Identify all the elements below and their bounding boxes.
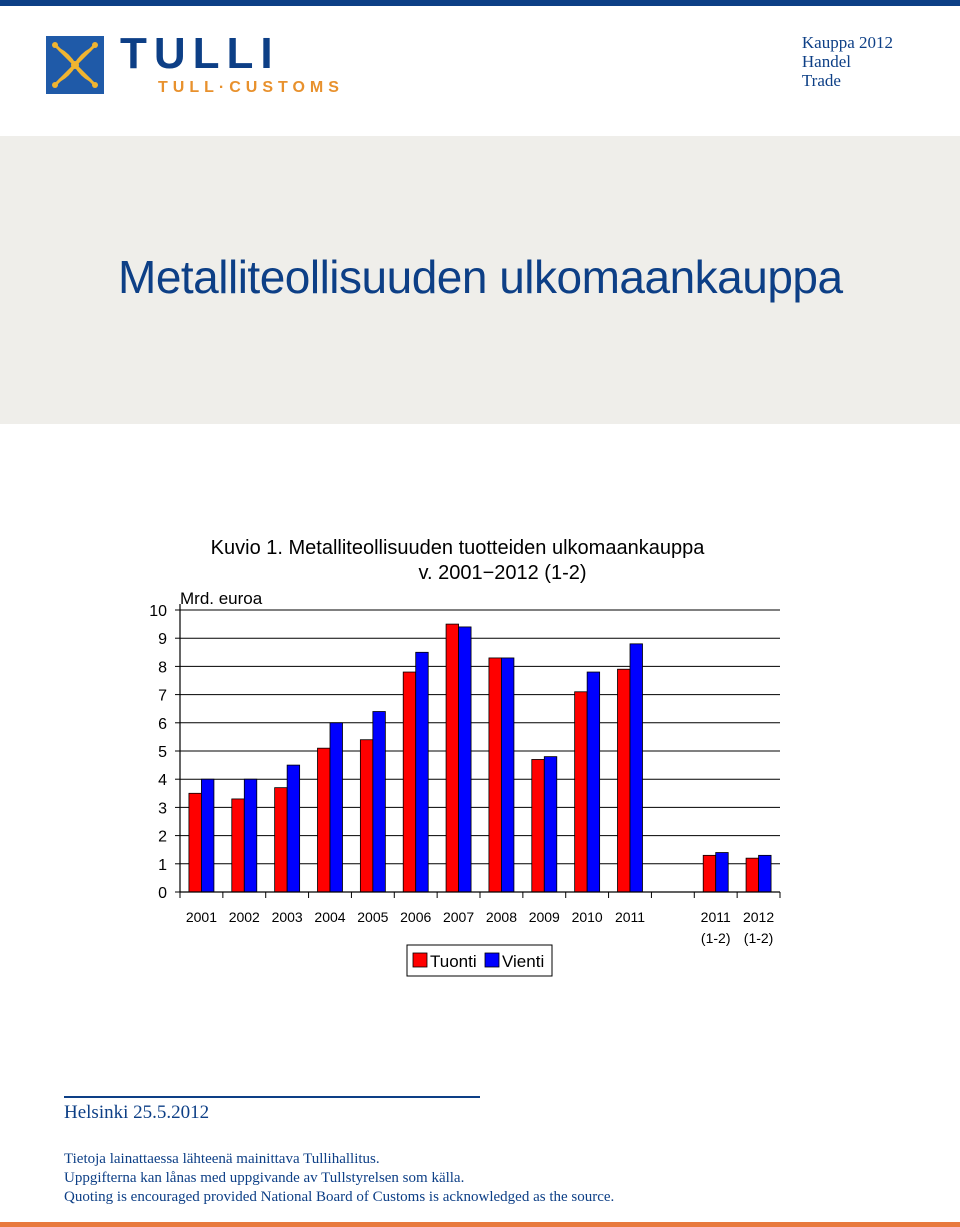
x-tick-label: (1-2) (700, 930, 731, 946)
bar-vienti (587, 672, 600, 892)
bar-vienti (416, 652, 429, 892)
bar-vienti (759, 855, 772, 892)
bar-vienti (287, 765, 300, 892)
bar-vienti (373, 712, 386, 892)
x-tick-label: (1-2) (743, 930, 774, 946)
x-tick-label: 2001 (185, 909, 218, 925)
bar-tuonti (275, 788, 288, 892)
bar-tuonti (403, 672, 416, 892)
bar-tuonti (575, 692, 588, 892)
x-tick-label: 2005 (357, 909, 389, 925)
x-tick-label: 2002 (228, 909, 260, 925)
x-tick-label: 2011 (614, 909, 646, 925)
page-title: Metalliteollisuuden ulkomaankauppa (118, 251, 843, 303)
series-line: Handel (801, 52, 851, 71)
bar-tuonti (703, 855, 716, 892)
bar-tuonti (360, 740, 373, 892)
y-tick-label: 3 (158, 800, 167, 818)
series-line: Kauppa 2012 (801, 33, 893, 52)
bar-vienti (501, 658, 514, 892)
bar-vienti (544, 757, 557, 892)
logo-wordmark: TULLI (120, 29, 280, 78)
y-tick-label: 8 (158, 659, 167, 677)
x-tick-label: 2006 (400, 909, 432, 925)
y-tick-label: 6 (158, 715, 167, 733)
figure-title-line: v. 2001−2012 (1-2) (418, 562, 587, 584)
y-tick-label: 7 (158, 687, 167, 705)
x-tick-label: 2010 (571, 909, 603, 925)
x-tick-label: 2008 (485, 909, 518, 925)
x-tick-label: 2009 (528, 909, 560, 925)
legend-label: Vienti (502, 952, 545, 971)
footer-divider (64, 1096, 480, 1098)
bar-tuonti (618, 669, 631, 892)
bottom-accent-bar (0, 1222, 960, 1227)
legend-label: Tuonti (430, 952, 477, 971)
footer-note: Quoting is encouraged provided National Board of Customs is acknowledged as the source. (64, 1189, 615, 1205)
footer-note: Uppgifterna kan lånas med uppgivande av Tullstyrelsen som källa. (64, 1170, 465, 1186)
y-tick-label: 2 (158, 828, 167, 846)
bar-vienti (201, 779, 214, 892)
bar-vienti (330, 723, 343, 892)
series-line: Trade (801, 71, 841, 90)
legend-swatch (485, 953, 499, 967)
x-tick-label: 2004 (314, 909, 346, 925)
bar-tuonti (232, 799, 245, 892)
x-tick-label: 2011 (700, 909, 731, 925)
y-tick-label: 4 (158, 772, 167, 790)
logo-subtitle: TULL·CUSTOMS (158, 79, 344, 96)
bar-tuonti (489, 658, 502, 892)
bar-vienti (716, 853, 729, 892)
footer-note: Tietoja lainattaessa lähteenä mainittava Tullihallitus. (64, 1151, 380, 1167)
x-tick-label: 2003 (271, 909, 303, 925)
footer-notes (64, 1150, 614, 1207)
y-tick-label: 1 (158, 856, 167, 874)
bar-tuonti (318, 748, 331, 892)
y-tick-label: 0 (158, 885, 167, 902)
footer-date: Helsinki 25.5.2012 (64, 1102, 210, 1123)
bar-tuonti (746, 858, 759, 892)
figure-title-line: Kuvio 1. Metalliteollisuuden tuotteiden ulkomaankauppa (210, 537, 705, 559)
y-axis-label: Mrd. euroa (180, 589, 263, 608)
legend-swatch (413, 953, 427, 967)
bar-vienti (630, 644, 643, 892)
bar-tuonti (532, 759, 545, 892)
bar-vienti (244, 779, 256, 892)
bar-tuonti (189, 793, 202, 892)
x-tick-label: 2012 (742, 909, 775, 925)
y-tick-label: 10 (149, 603, 167, 620)
bar-vienti (459, 627, 472, 892)
y-tick-label: 9 (158, 631, 167, 649)
x-tick-label: 2007 (442, 909, 475, 925)
y-tick-label: 5 (158, 744, 167, 761)
bar-tuonti (446, 624, 459, 892)
